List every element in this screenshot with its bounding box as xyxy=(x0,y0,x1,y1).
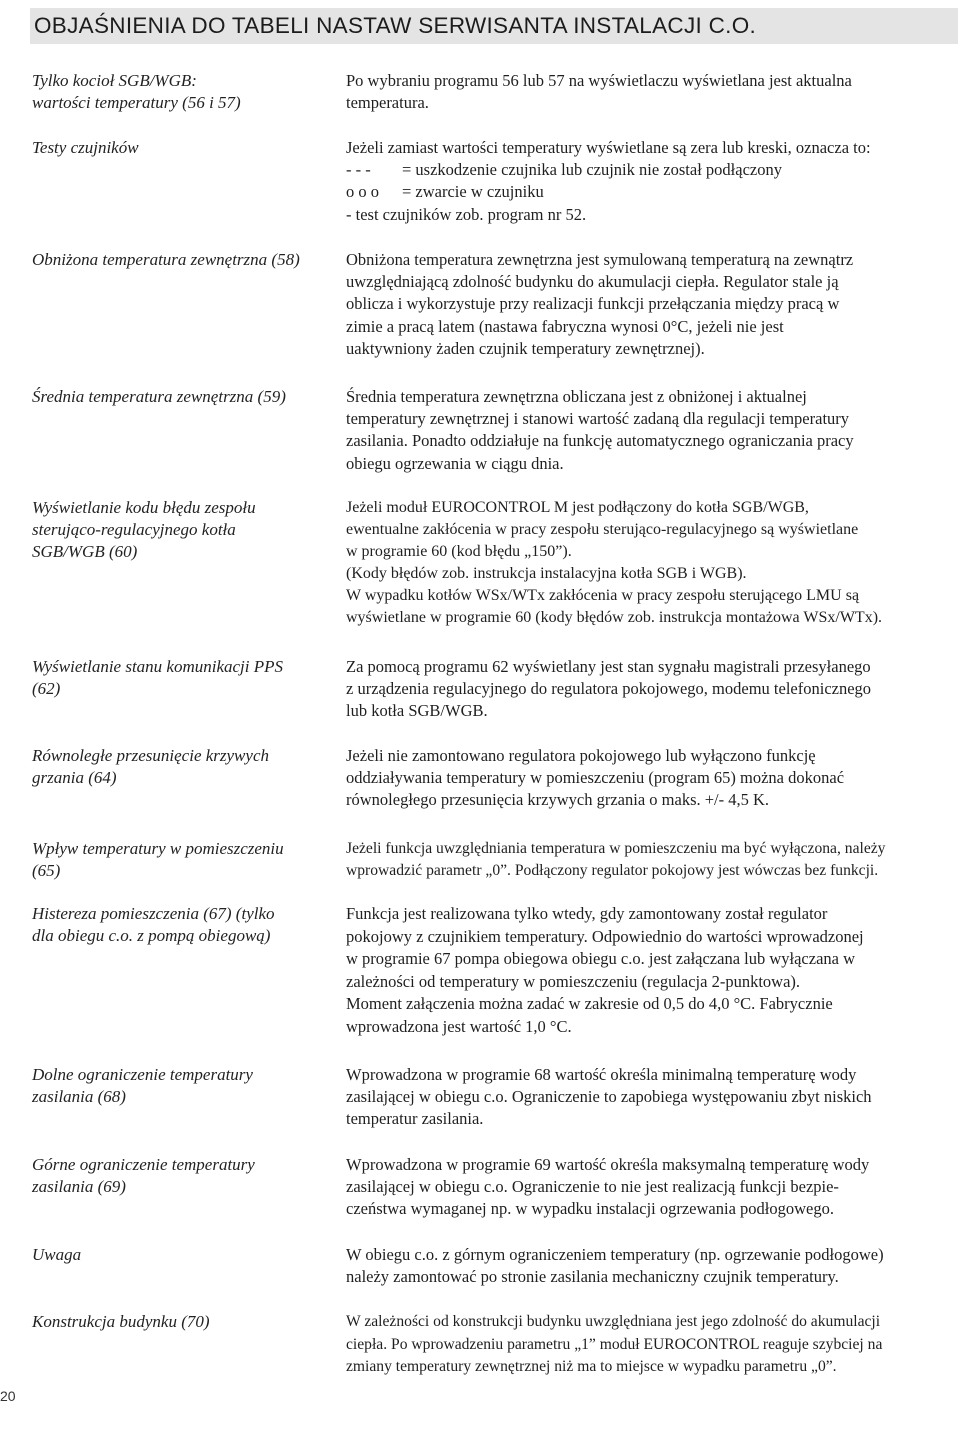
text-line: - test czujników zob. program nr 52. xyxy=(346,204,587,224)
label-line: Konstrukcja budynku (70) xyxy=(32,1312,210,1331)
label-line: Uwaga xyxy=(32,1245,82,1264)
text-line: oddziaływania temperatury w pomieszczeniu (program 65) można dokonać xyxy=(346,768,845,788)
section-text xyxy=(346,1154,958,1221)
label-line: Górne ograniczenie temperatury xyxy=(32,1155,255,1174)
section-label xyxy=(32,745,332,789)
label-line: zasilania (69) xyxy=(32,1177,126,1196)
text-line: temperatur zasilania. xyxy=(346,1109,484,1129)
section-text xyxy=(346,70,958,114)
section-text xyxy=(346,137,958,226)
label-line: Dolne ograniczenie temperatury xyxy=(32,1065,253,1084)
text-line: uwzględniającą zdolność budynku do akumulacji ciepła. Regulator stale ją xyxy=(346,272,839,292)
code-symbol: o o o xyxy=(346,182,379,202)
text-line: (Kody błędów zob. instrukcja instalacyjna kotła SGB i WGB). xyxy=(346,565,747,582)
section-label xyxy=(32,903,332,947)
text-line: obiegu ogrzewania w ciągu dnia. xyxy=(346,453,564,473)
label-line: Wyświetlanie stanu komunikacji PPS xyxy=(32,657,284,676)
section-text xyxy=(346,386,958,475)
text-line: Średnia temperatura zewnętrzna obliczana jest z obniżonej i aktualnej xyxy=(346,387,807,406)
label-line: (62) xyxy=(32,679,61,698)
section-label xyxy=(32,1244,332,1266)
text-line: W wypadku kotłów WSx/WTx zakłócenia w pracy zespołu sterującego LMU są xyxy=(346,587,860,604)
section-label xyxy=(32,249,332,271)
text-line: zmiany temperatury zewnętrznej niż ma to miejsce w wypadku parametru „0”. xyxy=(346,1358,837,1376)
code-line xyxy=(346,159,958,181)
text-line: Moment załączenia można zadać w zakresie od 0,5 do 4,0 °C. Fabrycznie xyxy=(346,994,833,1014)
section-text xyxy=(346,1311,958,1379)
text-line: Wprowadzona w programie 68 wartość określa minimalną temperaturę wody xyxy=(346,1065,857,1084)
label-line: Histereza pomieszczenia (67) (tylko xyxy=(32,904,275,923)
text-line: w programie 60 (kod błędu „150”). xyxy=(346,543,572,560)
section-text xyxy=(346,497,958,629)
label-line: sterująco-regulacyjnego kotła xyxy=(32,520,236,539)
label-line: Testy czujników xyxy=(32,138,139,157)
section-label xyxy=(32,838,332,882)
section-text xyxy=(346,838,958,882)
text-line: zimie a pracą latem (nastawa fabryczna wynosi 0°C, jeżeli nie jest xyxy=(346,316,784,336)
text-line: Jeżeli moduł EUROCONTROL M jest podłączony do kotła SGB/WGB, xyxy=(346,499,809,516)
text-line: ewentualne zakłócenia w pracy zespołu sterująco-regulacyjnego są wyświetlane xyxy=(346,521,859,538)
label-line: Wpływ temperatury w pomieszczeniu xyxy=(32,839,284,858)
label-line: dla obiegu c.o. z pompą obiegową) xyxy=(32,926,271,945)
label-line: SGB/WGB (60) xyxy=(32,542,138,561)
section-text xyxy=(346,656,958,723)
code-line xyxy=(346,181,958,203)
text-line: temperatura. xyxy=(346,93,429,113)
text-line: oblicza i wykorzystuje przy realizacji funkcji przełączania między pracą w xyxy=(346,294,840,314)
text-line: Jeżeli nie zamontowano regulatora pokojowego lub wyłączono funkcję xyxy=(346,746,816,765)
text-line: W obiegu c.o. z górnym ograniczeniem temperatury (np. ogrzewanie podłogowe) xyxy=(346,1245,884,1264)
text-line: zasilającej w obiegu c.o. Ograniczenie to zapobiega występowaniu zbyt niskich xyxy=(346,1087,872,1107)
text-line: zależności od temperatury w pomieszczeniu (regulacja 2-punktowa). xyxy=(346,971,801,991)
text-line: Funkcja jest realizowana tylko wtedy, gdy zamontowany został regulator xyxy=(346,904,828,923)
text-line: wyświetlane w programie 60 (kody błędów zob. instrukcja montażowa WSx/WTx). xyxy=(346,609,883,626)
section-label xyxy=(32,70,332,114)
section-text xyxy=(346,1244,958,1288)
page-title: OBJAŚNIENIA DO TABELI NASTAW SERWISANTA INSTALACJI C.O. xyxy=(34,13,757,38)
section-label xyxy=(32,1154,332,1198)
section-text xyxy=(346,745,958,812)
label-line: Tylko kocioł SGB/WGB: xyxy=(32,71,197,90)
text-line: Za pomocą programu 62 wyświetlany jest stan sygnału magistrali przesyłanego xyxy=(346,657,871,676)
page-number: 20 xyxy=(0,1388,16,1404)
text-line: W zależności od konstrukcji budynku uwzględniana jest jego zdolność do akumulacji xyxy=(346,1313,881,1330)
text-line: zasilającej w obiegu c.o. Ograniczenie to nie jest realizacją funkcji bezpie- xyxy=(346,1177,839,1197)
section-text xyxy=(346,249,958,360)
label-line: grzania (64) xyxy=(32,768,117,787)
text-line: Obniżona temperatura zewnętrzna jest symulowaną temperaturą na zewnątrz xyxy=(346,250,854,269)
label-line: wartości temperatury (56 i 57) xyxy=(32,93,241,112)
text-line: w programie 67 pompa obiegowa obiegu c.o. jest załączana lub wyłączana w xyxy=(346,949,856,969)
text-line: zasilania. Ponadto oddziałuje na funkcję automatycznego ograniczania pracy xyxy=(346,431,854,451)
header-bar xyxy=(30,8,958,44)
label-line: Średnia temperatura zewnętrzna (59) xyxy=(32,387,286,406)
label-line: (65) xyxy=(32,861,61,880)
text-line: pokojowy z czujnikiem temperatury. Odpowiednio do wartości wprowadzonej xyxy=(346,926,864,946)
text-line: uaktywniony żaden czujnik temperatury zewnętrznej). xyxy=(346,338,705,358)
section-label xyxy=(32,137,332,159)
code-symbol: - - - xyxy=(346,160,371,180)
section-text xyxy=(346,903,958,1039)
code-meaning: = zwarcie w czujniku xyxy=(402,182,544,202)
section-label xyxy=(32,656,332,700)
text-line: czeństwa wymaganej np. w wypadku instalacji ogrzewania podłogowego. xyxy=(346,1199,834,1219)
text-line: Po wybraniu programu 56 lub 57 na wyświetlaczu wyświetlana jest aktualna xyxy=(346,71,852,90)
text-line: wprowadzona jest wartość 1,0 °C. xyxy=(346,1016,572,1036)
text-line: Jeżeli funkcja uwzględniania temperatura w pomieszczeniu ma być wyłączona, należy xyxy=(346,840,886,857)
text-line: z urządzenia regulacyjnego do regulatora pokojowego, modemu telefonicznego xyxy=(346,679,872,699)
label-line: zasilania (68) xyxy=(32,1087,126,1106)
text-line: temperatury zewnętrznej i stanowi wartość zadaną dla regulacji temperatury xyxy=(346,409,850,429)
text-line: równoległego przesunięcia krzywych grzania o maks. +/- 4,5 K. xyxy=(346,790,770,810)
text-line: ciepła. Po wprowadzeniu parametru „1” moduł EUROCONTROL reaguje szybciej na xyxy=(346,1335,883,1353)
code-meaning: = uszkodzenie czujnika lub czujnik nie został podłączony xyxy=(402,160,782,180)
label-line: Obniżona temperatura zewnętrzna (58) xyxy=(32,250,300,269)
text-line: Jeżeli zamiast wartości temperatury wyświetlane są zera lub kreski, oznacza to: xyxy=(346,138,871,157)
text-line: wprowadzić parametr „0”. Podłączony regulator pokojowy jest wówczas bez funkcji. xyxy=(346,862,879,879)
text-line: należy zamontować po stronie zasilania mechaniczny czujnik temperatury. xyxy=(346,1267,839,1287)
section-label xyxy=(32,497,332,563)
label-line: Równoległe przesunięcie krzywych xyxy=(32,746,269,765)
section-label xyxy=(32,386,332,408)
label-line: Wyświetlanie kodu błędu zespołu xyxy=(32,498,256,517)
text-line: Wprowadzona w programie 69 wartość określa maksymalną temperaturę wody xyxy=(346,1155,870,1174)
section-label xyxy=(32,1064,332,1108)
text-line: lub kotła SGB/WGB. xyxy=(346,701,488,721)
section-text xyxy=(346,1064,958,1131)
section-label xyxy=(32,1311,332,1333)
